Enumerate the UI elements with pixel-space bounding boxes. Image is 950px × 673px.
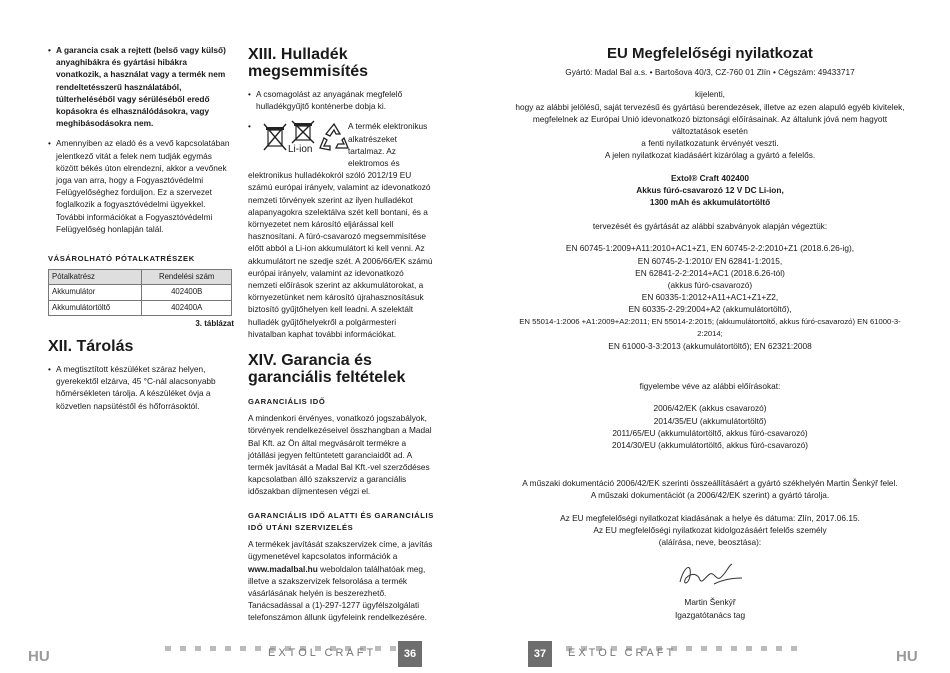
declaration-line: a fenti nyilatkozatunk érvényét veszti. [641, 138, 779, 149]
directive-line: 2006/42/EK (akkus csavarozó) [653, 403, 767, 414]
crossed-bin-battery-icon [290, 120, 316, 144]
page-number-left: 36 [398, 641, 422, 667]
electronic-disposal-text: A termék elektronikus alkatrészeket tartalmaz. Az elektromos és elektronikus hulladékokról szóló 2012/19 EU számú európai irányelv, valamint az idevonatkozó nemzeti törvények szerint az ilyen hulladékot alapanyagokra szelektálva szét kell bontani, és a környezetet nem károsító eljárással kell hasznosítani. A fúró-csavarozó megsemmisítése előtt abból a Li-ion akkumulátort ki kell venni. Az akkumulátort ne szedje szét. A 2006/66/EK számú európai irányelv, valamint az idevonatkozó nemzeti előírások szerint az akkumulátorokat, a környezetünket nem károsító újrahasznosításuk biztosító gyűjtőhelyen kell leadni. A szelektált hulladék gyűjtőhelyekről a polgármesteri hivatalban kaphat további információkat. [248, 121, 433, 339]
footer-dots-right [566, 638, 806, 643]
disposal-title: XIII. Hulladék megsemmisítés [248, 46, 369, 80]
product-desc: Akkus fúró-csavarozó 12 V DC Li-ion, [636, 184, 784, 195]
middle-column [248, 44, 434, 633]
declaration-line: hogy az alábbi jelölésű, saját tervezésű és gyártású berendezések, illetve az ezen alapuló egyéb kivitelek, [515, 101, 905, 112]
service-text: A termékek javítását szakszervizek címe, a javítás ügymenetével kapcsolatos információk a www.madalbal.hu weboldalon találhatóak meg, illetve a szakszervizek felsorolása a termék vásárlásának helyén is beszerezhető. Tanácsadással a (1)-297-1277 ügyfélszolgálati telefonszámon állunk ügyfeleink rendelkezésére. [248, 539, 433, 623]
directives-intro: figyelembe véve az alábbi előírásokat: [639, 381, 781, 392]
tech-doc-line: A műszaki dokumentációt (a 2006/42/EK szerint) a gyártó tárolja. [590, 490, 830, 501]
dispute-bullet: • Amennyiben az eladó és a vevő kapcsolatában jelentkező vitát a felek nem tudják egymás között békés úton elrendezni, akkor a vevőnek joga van arra, hogy a Fogyasztóvédelmi Felügyelőséghez forduljon. Ez a szervezet foglalkozik a fogyasztóvédelmi ügyekkel. További információkat a Fogyasztóvédelmi Felügyelőség honlapján talál. [48, 137, 234, 235]
part-name: Akkumulátor [49, 285, 142, 300]
left-column [48, 44, 234, 420]
right-column [510, 44, 910, 621]
declaration-line: A jelen nyilatkozat kiadásáért kizárólag a gyártó a felelős. [604, 150, 816, 161]
crossed-bin-icon [262, 122, 288, 152]
product-desc: 1300 mAh és akkumulátortöltő [649, 197, 771, 208]
parts-header-part: Pótalkatrész [49, 270, 142, 285]
service-heading: GARANCIÁLIS IDŐ ALATTI ÉS GARANCIÁLIS IDŐ UTÁNI SZERVIZELÉS [248, 510, 434, 532]
warranty-period-text: A mindenkori érvényes, vonatkozó jogszabályok, törvények rendelkezéseivel összhangban a Madal Bal Kft. az Ön által megvásárolt termékre a jótállási jegyen feltüntetett garanciaidőt ad. A termék javítását a Madal Bal Kft.-vel szerződéses kapcsolatban álló szakszerviz a garanciális időszakban díjmentesen végzi el. [248, 413, 432, 497]
language-code-left: HU [28, 648, 50, 665]
disposal-icons: • Li-ion [248, 120, 348, 162]
standard-line: EN 60335-1:2012+A11+AC1+Z1+Z2, [641, 292, 779, 303]
storage-bullet: • A megtisztított készüléket száraz helyen, gyerekektől elzárva, 45 °C-nál alacsonyabb hőmérsékleten tárolja. A készüléket óvja a közvetlen napsütéstől és hőforrásoktól. [48, 363, 234, 412]
tech-doc-line: A műszaki dokumentáció 2006/42/EK szerinti összeállításáért a gyártó székhelyén Martin Šenkýř felel. [522, 478, 898, 489]
standard-line: EN 60745-2-1:2010/ EN 62841-1:2015, [637, 255, 783, 266]
brand-logo-left: EXTOL CRAFT [268, 647, 377, 659]
warranty-exclusion-bullet: • A garancia csak a rejtett (belső vagy külső) anyaghibákra és gyártási hibákra vonatkozik, a használat vagy a termék nem rendeltetésszerű használatából, túlterheléséből vagy sérüléséből eredő kopásokra és elhasználódásokra, vagy meghibásodásokra nem. [48, 44, 234, 129]
li-ion-label: Li-ion [288, 144, 313, 156]
signer-name: Martin Šenkýř [684, 597, 736, 608]
responsible-line: Az EU megfelelőségi nyilatkozat kidolgozásáért felelős személy [593, 524, 827, 535]
standard-line: (akkus fúró-csavarozó) [667, 280, 753, 291]
table-row [49, 285, 232, 300]
declaration-line: kijelenti, [695, 89, 725, 100]
table-row [49, 300, 232, 315]
signature-note: (aláírása, neve, beosztása): [658, 537, 762, 548]
storage-title: XII. Tárolás [48, 338, 134, 356]
directive-line: 2011/65/EU (akkumulátortöltő, akkus fúró-csavarozó) [612, 427, 808, 438]
directive-line: 2014/30/EU (akkumulátortöltő, akkus fúró-csavarozó) [612, 440, 808, 451]
warranty-period-heading: GARANCIÁLIS IDŐ [248, 397, 326, 407]
recycle-icon [318, 122, 350, 152]
standard-line: EN 62841-2-2:2014+AC1 (2018.6.26-tól) [635, 267, 785, 278]
page-number-right: 37 [528, 641, 552, 667]
directive-line: 2014/35/EU (akkumulátortöltő) [653, 415, 767, 426]
product-model: Extol® Craft 402400 [670, 172, 750, 183]
part-code: 402400B [142, 285, 232, 300]
standards-intro: tervezését és gyártását az alábbi szabványok alapján végeztük: [592, 221, 828, 232]
signer-role: Igazgatótanács tag [674, 609, 746, 620]
parts-table [48, 269, 232, 316]
standard-line: EN 60745-1:2009+A11:2010+AC1+Z1, EN 60745-2-2:2010+Z1 (2018.6.26-ig), [565, 243, 855, 254]
standard-line: EN 60335-2-29:2004+A2 (akkumulátortöltő), [628, 304, 792, 315]
page-footer [0, 633, 950, 673]
signature-image [670, 554, 750, 594]
warranty-title: XIV. Garancia és garanciális feltételek [248, 352, 406, 387]
manufacturer-line: Gyártó: Madal Bal a.s. • Bartošova 40/3, CZ-760 01 Zlín • Cégszám: 49433717 [565, 67, 855, 78]
standard-line: EN 55014-1:2006 +A1:2009+A2:2011; EN 55014-2:2015; (akkumulátortöltő, akkus fúró-csavarozó) EN 61000-3-2:2014; [519, 316, 901, 338]
madalbal-link[interactable]: www.madalbal.hu [248, 563, 318, 574]
part-name: Akkumulátortöltő [49, 300, 142, 315]
brand-logo-right: EXTOL CRAFT [568, 647, 677, 659]
language-code-right: HU [896, 648, 918, 665]
table-caption: 3. táblázat [195, 318, 234, 328]
packaging-bullet: • A csomagolást az anyagának megfelelő hulladékgyűjtő konténerbe dobja ki. [248, 88, 434, 112]
declaration-line: megfelelnek az Európai Unió idevonatkozó biztonsági előírásainak. Az általunk jóvá nem hagyott változtatások esetén [532, 113, 888, 137]
place-date-line: Az EU megfelelőségi nyilatkozat kiadásának a helye és dátuma: Zlín, 2017.06.15. [560, 512, 860, 523]
page-title: EU Megfelelőségi nyilatkozat [607, 45, 813, 62]
standard-line: EN 61000-3-3:2013 (akkumulátortöltő); EN 62321:2008 [608, 341, 812, 352]
footer-dots-left [165, 638, 405, 643]
part-code: 402400A [142, 300, 232, 315]
parts-header-order: Rendelési szám [142, 270, 232, 285]
parts-heading: VÁSÁROLHATÓ PÓTALKATRÉSZEK [48, 254, 195, 264]
